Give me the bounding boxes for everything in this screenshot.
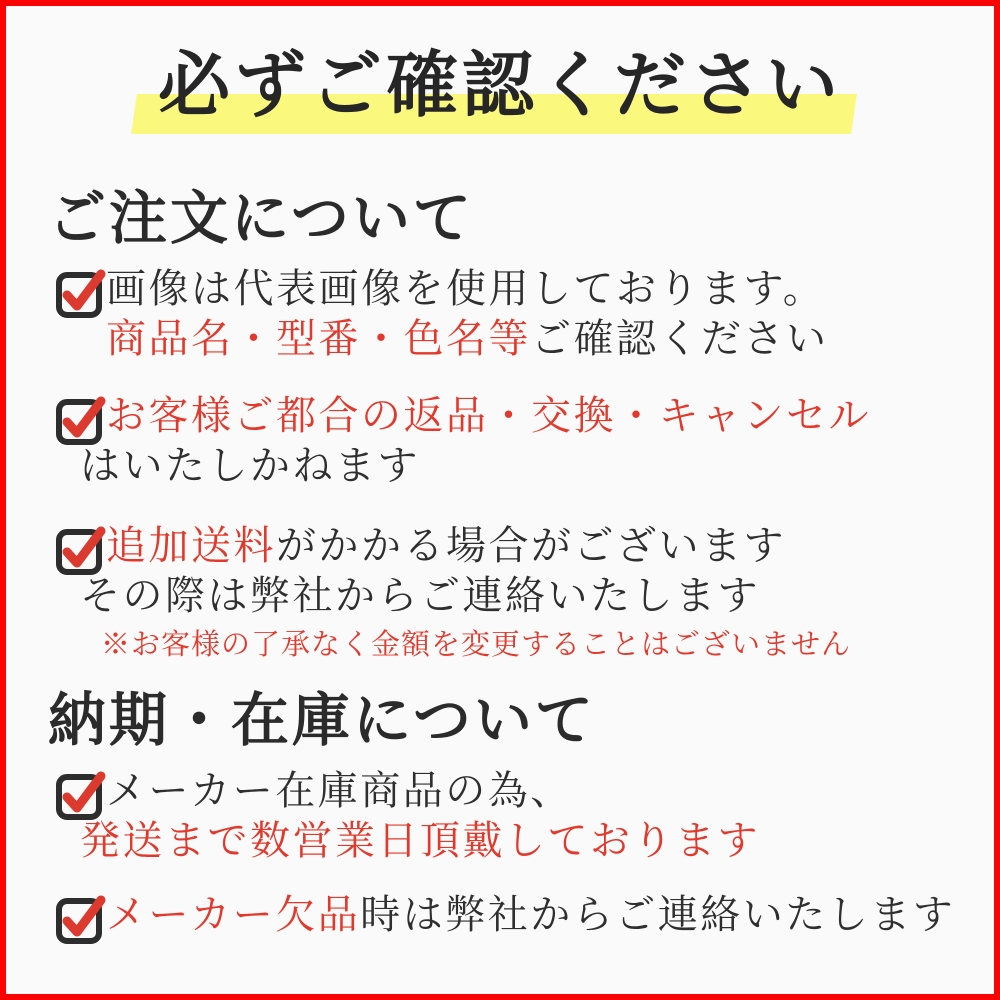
text-segment-emphasis: 発送まで数営業日頂戴しております xyxy=(80,818,760,863)
section-heading-stock: 納期・在庫について xyxy=(48,688,596,753)
section-heading-orders: ご注文について xyxy=(48,186,474,251)
text-segment: がかかる場合がございます xyxy=(276,523,786,568)
text-segment: はいたしかねます xyxy=(80,443,420,488)
text-line xyxy=(80,816,974,866)
text-line xyxy=(80,571,974,621)
text-line xyxy=(80,264,974,314)
checklist-item xyxy=(46,890,974,940)
checkbox-checked-icon xyxy=(56,399,102,445)
text-segment-emphasis: 追加送料 xyxy=(106,523,276,568)
text-segment: 画像は代表画像を使用しております。 xyxy=(106,266,826,311)
checkbox-checked-icon xyxy=(56,272,102,318)
checkbox-checked-icon xyxy=(56,898,102,944)
text-segment-emphasis: お客様ご都合の返品・交換・キャンセル xyxy=(106,393,871,438)
checkbox-checked-icon xyxy=(56,529,102,575)
text-line xyxy=(80,314,974,364)
checklist-item xyxy=(46,264,974,364)
checkbox-checked-icon xyxy=(56,774,102,820)
checklist-item xyxy=(46,766,974,866)
text-line xyxy=(80,766,974,816)
text-segment: メーカー在庫商品の為、 xyxy=(106,768,573,813)
checklist-item xyxy=(46,521,974,669)
checklist-item xyxy=(46,391,974,491)
text-line xyxy=(80,890,974,940)
text-segment: ご確認ください xyxy=(531,316,829,361)
text-line xyxy=(80,441,974,491)
text-segment: 時は弊社からご連絡いたします xyxy=(360,892,956,937)
text-segment-emphasis: メーカー欠品 xyxy=(106,892,361,937)
text-line xyxy=(80,521,974,571)
note-text: ※お客様の了承なく金額を変更することはございません xyxy=(101,629,852,661)
text-segment-emphasis: 商品名・型番・色名等 xyxy=(106,316,531,361)
text-segment: その際は弊社からご連絡いたします xyxy=(80,573,760,618)
text-line xyxy=(80,391,974,441)
page-title-text: 必ずご確認ください xyxy=(157,46,842,126)
page-title xyxy=(6,34,994,138)
